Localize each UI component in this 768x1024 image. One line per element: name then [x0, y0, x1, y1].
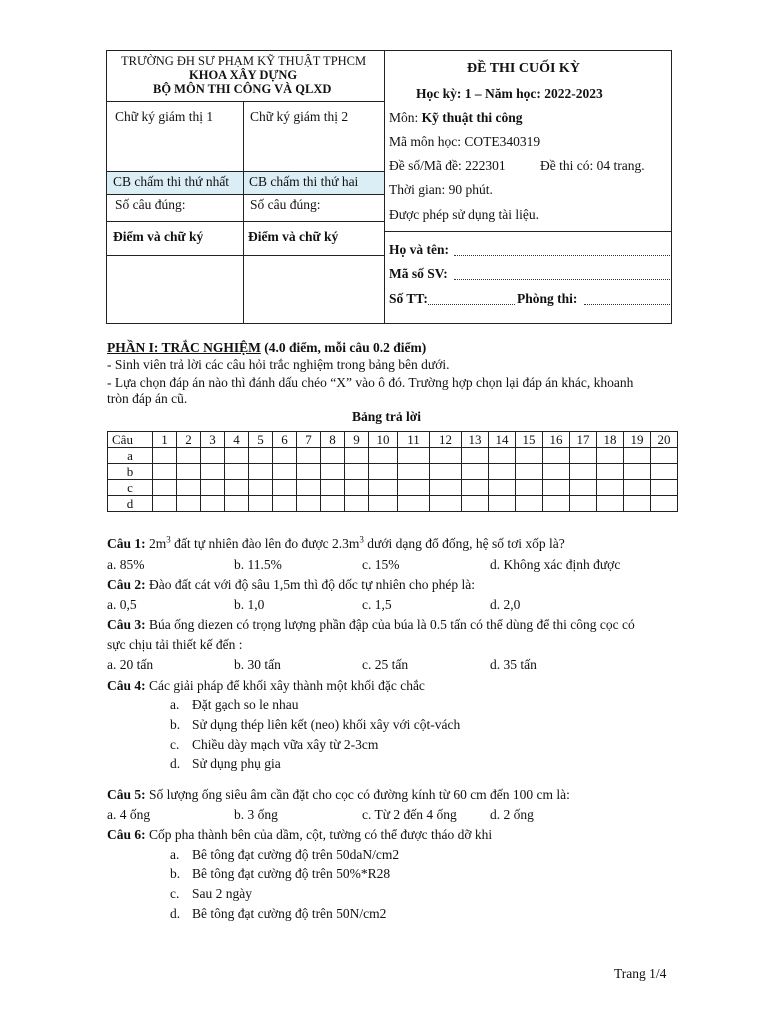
department-name: BỘ MÔN THI CÔNG VÀ QLXD	[153, 82, 332, 96]
answer-grid-column-12: 12	[430, 432, 462, 448]
answer-grid-column-6: 6	[273, 432, 297, 448]
answer-grid-column-18: 18	[597, 432, 624, 448]
answer-cell[interactable]	[489, 496, 516, 512]
answer-cell[interactable]	[651, 448, 678, 464]
answer-cell[interactable]	[249, 480, 273, 496]
answer-grid-column-9: 9	[345, 432, 369, 448]
answer-cell[interactable]	[345, 464, 369, 480]
answer-cell[interactable]	[345, 496, 369, 512]
q5-option-c: c. Từ 2 đến 4 ống	[362, 807, 457, 822]
answer-cell[interactable]	[225, 496, 249, 512]
answer-grid-row-label: d	[108, 496, 153, 512]
answer-cell[interactable]	[177, 496, 201, 512]
q3-option-a: a. 20 tấn	[107, 657, 154, 672]
answer-cell[interactable]	[516, 480, 543, 496]
answer-grid-row	[108, 464, 678, 480]
answer-table-title: Bảng trả lời	[352, 409, 421, 424]
answer-cell[interactable]	[297, 448, 321, 464]
answer-grid-column-13: 13	[462, 432, 489, 448]
answer-grid-column-15: 15	[516, 432, 543, 448]
part1-points: (4.0 điểm, mỗi câu 0.2 điểm)	[260, 340, 427, 355]
proctor2-signature-label: Chữ ký giám thị 2	[250, 109, 349, 124]
exam-number: Đề số/Mã đề: 222301	[389, 158, 506, 173]
answer-cell[interactable]	[462, 464, 489, 480]
q6-option-b: Bê tông đạt cường độ trên 50%*R28	[192, 866, 391, 881]
student-id-label: Mã số SV:	[389, 266, 448, 281]
faculty-name: KHOA XÂY DỰNG	[189, 68, 298, 82]
subject-line	[389, 110, 523, 126]
q5-option-d: d. 2 ống	[490, 807, 534, 822]
q1-option-d: d. Không xác định được	[490, 557, 621, 572]
question-2-label: Câu 2:	[107, 577, 146, 592]
answer-cell[interactable]	[489, 464, 516, 480]
q6-option-b-letter: b.	[170, 866, 181, 881]
answer-grid-row-label: b	[108, 464, 153, 480]
answer-cell[interactable]	[321, 480, 345, 496]
answer-cell[interactable]	[516, 464, 543, 480]
answer-cell[interactable]	[597, 496, 624, 512]
answer-cell[interactable]	[273, 496, 297, 512]
q4-option-d-letter: d.	[170, 756, 181, 771]
answer-cell[interactable]	[597, 480, 624, 496]
q5-option-b: b. 3 ống	[234, 807, 278, 822]
q4-option-d: Sử dụng phụ gia	[192, 756, 281, 771]
question-1-sup-a: 3	[166, 534, 171, 545]
question-4	[107, 678, 425, 694]
proctor1-signature-label: Chữ ký giám thị 1	[115, 109, 214, 124]
question-1	[107, 536, 565, 552]
q2-option-c: c. 1,5	[362, 597, 392, 612]
materials-note: Được phép sử dụng tài liệu.	[389, 207, 539, 222]
q4-option-b-letter: b.	[170, 717, 181, 732]
answer-grid-column-4: 4	[225, 432, 249, 448]
answer-cell[interactable]	[177, 464, 201, 480]
q1-option-b: b. 11.5%	[234, 557, 282, 572]
question-4-label: Câu 4:	[107, 678, 146, 693]
answer-cell[interactable]	[249, 464, 273, 480]
answer-cell[interactable]	[430, 464, 462, 480]
answer-cell[interactable]	[398, 496, 430, 512]
subject-name: Kỹ thuật thi công	[421, 110, 523, 125]
answer-cell[interactable]	[345, 480, 369, 496]
q5-option-a: a. 4 ống	[107, 807, 151, 822]
answer-grid-column-7: 7	[297, 432, 321, 448]
answer-grid-column-5: 5	[249, 432, 273, 448]
answer-cell[interactable]	[201, 480, 225, 496]
answer-grid-row	[108, 480, 678, 496]
seat-number-field[interactable]	[428, 303, 515, 305]
answer-cell[interactable]	[369, 448, 398, 464]
answer-cell[interactable]	[345, 448, 369, 464]
question-1-label: Câu 1:	[107, 536, 146, 551]
answer-cell[interactable]	[543, 480, 570, 496]
answer-cell[interactable]	[597, 464, 624, 480]
question-1-text-a: 2m	[145, 536, 167, 551]
part1-heading	[107, 340, 426, 356]
grader1-label: CB chấm thi thứ nhất	[113, 174, 230, 189]
answer-grid-column-3: 3	[201, 432, 225, 448]
answer-cell[interactable]	[153, 480, 177, 496]
course-code: Mã môn học: COTE340319	[389, 134, 541, 149]
q4-option-c-letter: c.	[170, 737, 180, 752]
answer-cell[interactable]	[177, 480, 201, 496]
answer-grid-column-11: 11	[398, 432, 430, 448]
page-number: Trang 1/4	[614, 966, 667, 981]
q3-option-d: d. 35 tấn	[490, 657, 537, 672]
q1-option-c: c. 15%	[362, 557, 400, 572]
answer-cell[interactable]	[249, 448, 273, 464]
answer-cell[interactable]	[624, 496, 651, 512]
instruction-2: - Lựa chọn đáp án nào thì đánh dấu chéo “X” vào ô đó. Trường hợp chọn lại đáp án khác, khoanh	[107, 375, 634, 390]
question-3-label: Câu 3:	[107, 617, 146, 632]
page-count: Đề thi có: 04 trang.	[540, 158, 645, 173]
student-id-field[interactable]	[454, 278, 670, 280]
instruction-3: tròn đáp án cũ.	[107, 391, 188, 406]
answer-cell[interactable]	[570, 480, 597, 496]
instruction-1: - Sinh viên trả lời các câu hỏi trắc nghiệm trong bảng bên dưới.	[107, 357, 450, 372]
seat-number-label: Số TT:	[389, 291, 428, 306]
answer-cell[interactable]	[624, 480, 651, 496]
question-6-label: Câu 6:	[107, 827, 146, 842]
answer-cell[interactable]	[624, 464, 651, 480]
answer-cell[interactable]	[462, 496, 489, 512]
answer-grid-column-1: 1	[153, 432, 177, 448]
question-1-text-b: đất tự nhiên đào lên đo được 2.3m	[170, 536, 360, 551]
subject-label: Môn:	[389, 110, 422, 125]
question-3	[107, 617, 635, 633]
part1-title: PHẦN I: TRẮC NGHIỆM	[107, 340, 261, 355]
answer-cell[interactable]	[297, 480, 321, 496]
q2-option-d: d. 2,0	[490, 597, 521, 612]
q4-option-c: Chiều dày mạch vữa xây từ 2-3cm	[192, 737, 379, 752]
q6-option-c: Sau 2 ngày	[192, 886, 252, 901]
question-6	[107, 827, 492, 843]
answer-cell[interactable]	[430, 448, 462, 464]
question-5-label: Câu 5:	[107, 787, 146, 802]
answer-cell[interactable]	[177, 448, 201, 464]
answer-cell[interactable]	[273, 464, 297, 480]
answer-cell[interactable]	[489, 448, 516, 464]
q1-option-a: a. 85%	[107, 557, 145, 572]
answer-cell[interactable]	[225, 448, 249, 464]
correct-count2-label: Số câu đúng:	[250, 197, 321, 212]
answer-cell[interactable]	[369, 496, 398, 512]
score-signature1-label: Điểm và chữ ký	[113, 229, 204, 244]
answer-cell[interactable]	[651, 496, 678, 512]
answer-grid-column-19: 19	[624, 432, 651, 448]
q2-option-a: a. 0,5	[107, 597, 137, 612]
answer-grid-column-17: 17	[570, 432, 597, 448]
answer-grid	[107, 431, 678, 512]
answer-grid-column-20: 20	[651, 432, 678, 448]
exam-room-label: Phòng thi:	[517, 291, 578, 306]
answer-cell[interactable]	[398, 464, 430, 480]
answer-cell[interactable]	[153, 448, 177, 464]
answer-cell[interactable]	[321, 464, 345, 480]
answer-cell[interactable]	[153, 464, 177, 480]
q6-option-d: Bê tông đạt cường độ trên 50N/cm2	[192, 906, 387, 921]
question-5-text: Số lượng ống siêu âm cần đặt cho cọc có đường kính từ 60 cm đến 100 cm là:	[145, 787, 570, 802]
answer-cell[interactable]	[543, 448, 570, 464]
q3-option-c: c. 25 tấn	[362, 657, 409, 672]
answer-cell[interactable]	[273, 480, 297, 496]
answer-cell[interactable]	[462, 448, 489, 464]
answer-cell[interactable]	[543, 464, 570, 480]
answer-grid-column-14: 14	[489, 432, 516, 448]
answer-cell[interactable]	[273, 448, 297, 464]
q4-option-a-letter: a.	[170, 697, 180, 712]
answer-cell[interactable]	[321, 448, 345, 464]
semester-info: Học kỳ: 1 – Năm học: 2022-2023	[416, 86, 603, 101]
q3-option-b: b. 30 tấn	[234, 657, 281, 672]
question-1-sup-b: 3	[359, 534, 364, 545]
question-6-text: Cốp pha thành bên của dầm, cột, tường có thể được tháo dỡ khi	[145, 827, 493, 842]
score-signature2-label: Điểm và chữ ký	[248, 229, 339, 244]
question-2	[107, 577, 475, 593]
exam-room-field[interactable]	[584, 303, 670, 305]
answer-cell[interactable]	[430, 480, 462, 496]
answer-cell[interactable]	[369, 480, 398, 496]
q6-option-c-letter: c.	[170, 886, 180, 901]
answer-grid-column-2: 2	[177, 432, 201, 448]
answer-grid-column-8: 8	[321, 432, 345, 448]
answer-cell[interactable]	[624, 448, 651, 464]
answer-cell[interactable]	[570, 448, 597, 464]
answer-grid-row	[108, 448, 678, 464]
exam-duration: Thời gian: 90 phút.	[389, 182, 493, 197]
q6-option-d-letter: d.	[170, 906, 181, 921]
q2-option-b: b. 1,0	[234, 597, 265, 612]
answer-grid-header-row	[108, 432, 678, 448]
student-name-label: Họ và tên:	[389, 242, 449, 257]
answer-cell[interactable]	[297, 464, 321, 480]
answer-grid-column-10: 10	[369, 432, 398, 448]
school-name: TRƯỜNG ĐH SƯ PHẠM KỸ THUẬT TPHCM	[121, 54, 367, 68]
answer-cell[interactable]	[462, 480, 489, 496]
q4-option-b: Sử dụng thép liên kết (neo) khối xây với cột-vách	[192, 717, 461, 732]
answer-cell[interactable]	[398, 480, 430, 496]
answer-cell[interactable]	[516, 496, 543, 512]
answer-cell[interactable]	[201, 496, 225, 512]
answer-cell[interactable]	[651, 464, 678, 480]
question-5	[107, 787, 570, 803]
answer-cell[interactable]	[516, 448, 543, 464]
answer-cell[interactable]	[153, 496, 177, 512]
answer-grid-column-16: 16	[543, 432, 570, 448]
correct-count1-label: Số câu đúng:	[115, 197, 186, 212]
answer-cell[interactable]	[398, 448, 430, 464]
question-2-text: Đào đất cát với độ sâu 1,5m thì độ dốc tự nhiên cho phép là:	[145, 577, 476, 592]
question-3-text: Búa ống diezen có trọng lượng phần đập của búa là 0.5 tấn có thể dùng để thi công cọc có	[145, 617, 635, 632]
grader2-label: CB chấm thi thứ hai	[249, 174, 359, 189]
question-3-text-cont: sực chịu tải thiết kế đến :	[107, 637, 243, 652]
answer-cell[interactable]	[297, 496, 321, 512]
q6-option-a-letter: a.	[170, 847, 180, 862]
answer-cell[interactable]	[249, 496, 273, 512]
answer-cell[interactable]	[369, 464, 398, 480]
q4-option-a: Đặt gạch so le nhau	[192, 697, 299, 712]
question-4-text: Các giải pháp để khối xây thành một khối đặc chắc	[145, 678, 425, 693]
answer-grid-row-label: a	[108, 448, 153, 464]
answer-cell[interactable]	[430, 496, 462, 512]
q6-option-a: Bê tông đạt cường độ trên 50daN/cm2	[192, 847, 400, 862]
answer-grid-row	[108, 496, 678, 512]
exam-title: ĐỀ THI CUỐI KỲ	[467, 61, 580, 76]
answer-cell[interactable]	[651, 480, 678, 496]
answer-grid-row-label: c	[108, 480, 153, 496]
answer-cell[interactable]	[489, 480, 516, 496]
answer-cell[interactable]	[321, 496, 345, 512]
answer-cell[interactable]	[225, 464, 249, 480]
question-1-text-c: dưới dạng đổ đống, hệ số tơi xốp là?	[363, 536, 565, 551]
answer-cell[interactable]	[570, 496, 597, 512]
student-name-field[interactable]	[454, 254, 670, 256]
answer-grid-header-label: Câu	[108, 432, 153, 448]
answer-cell[interactable]	[570, 464, 597, 480]
answer-cell[interactable]	[225, 480, 249, 496]
answer-cell[interactable]	[201, 448, 225, 464]
answer-cell[interactable]	[543, 496, 570, 512]
answer-cell[interactable]	[201, 464, 225, 480]
answer-cell[interactable]	[597, 448, 624, 464]
exam-header-table	[106, 50, 672, 324]
